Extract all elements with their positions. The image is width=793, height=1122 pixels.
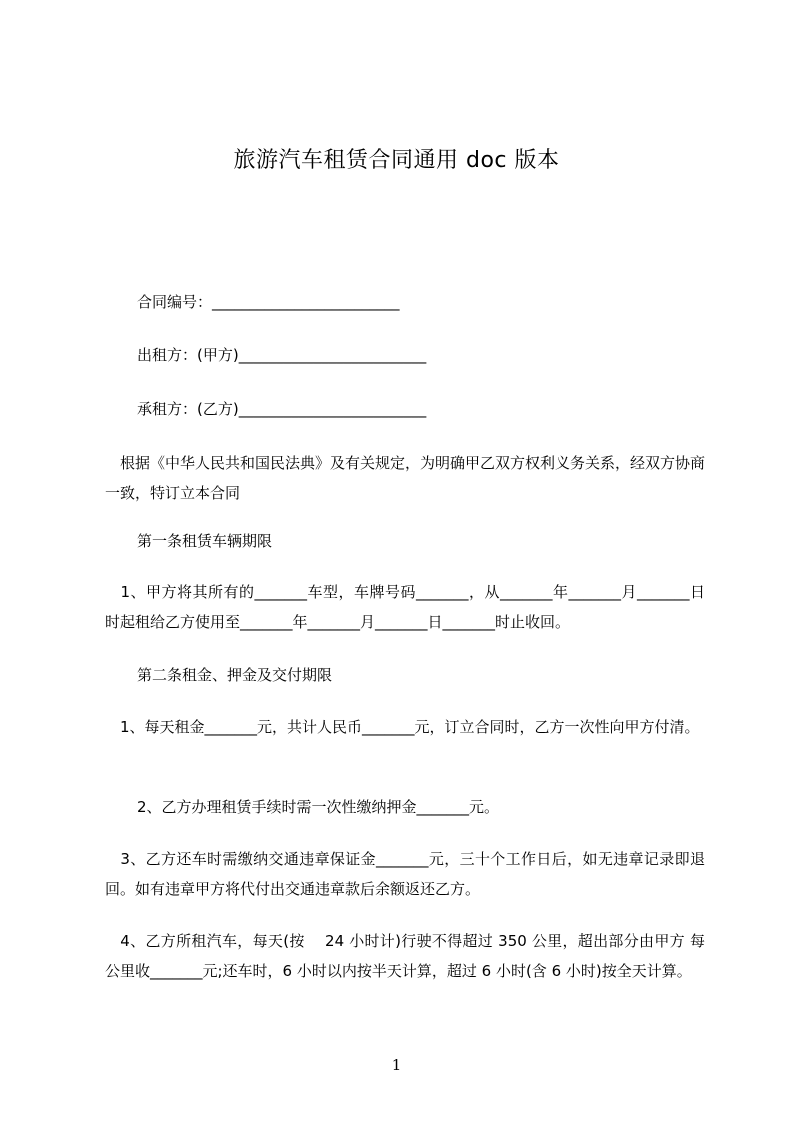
page-number: 1 [391,1056,402,1074]
lessee-field: 承租方：(乙方)_________________________ [137,400,427,418]
contract-number-field: 合同编号：_________________________ [137,293,400,311]
article-2-clause-1: 1、每天租金_______元，共计人民币_______元，订立合同时，乙方一次性向甲方付清。 [105,718,700,736]
article-2-clause-3: 3、乙方还车时需缴纳交通违章保证金_______元，三十个工作日后，如无违章记录即退回。如有违章甲方将代付出交通违章款后余额返还乙方。 [105,850,705,898]
article-2-heading: 第二条租金、押金及交付期限 [137,666,333,684]
lessor-field: 出租方：(甲方)_________________________ [137,346,427,364]
article-1-heading: 第一条租赁车辆期限 [137,532,273,550]
document-title: 旅游汽车租赁合同通用 doc 版本 [233,148,560,173]
article-2-clause-4: 4、乙方所租汽车，每天(按 24 小时计)行驶不得超过 350 公里，超出部分由甲方 每公里收_______元;还车时，6 小时以内按半天计算，超过 6 小时(含 6 小时)按全天计算。 [105,932,705,980]
article-2-clause-2: 2、乙方办理租赁手续时需一次性缴纳押金_______元。 [137,798,500,816]
article-1-clause-1: 1、甲方将其所有的_______车型，车牌号码_______，从_______年_______月_______日时起租给乙方使用至_______年_______月_______日_______时止收回。 [105,583,705,631]
preamble-paragraph: 根据《中华人民共和国民法典》及有关规定，为明确甲乙双方权利义务关系，经双方协商一致，特订立本合同 [105,454,706,502]
